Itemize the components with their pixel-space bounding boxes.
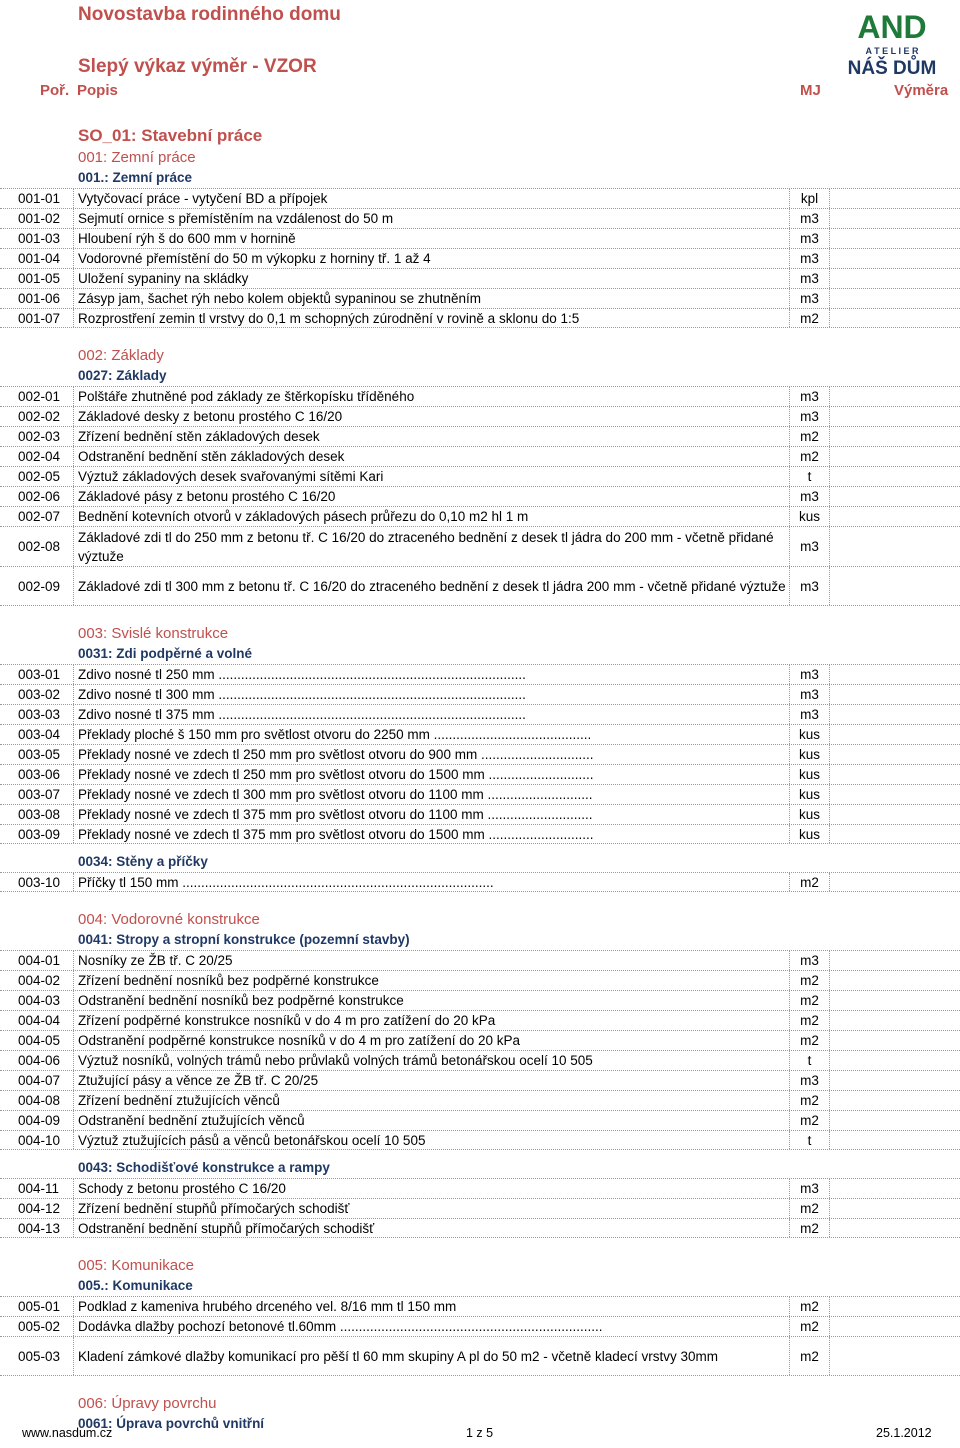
item-code: 003-03 (0, 705, 74, 724)
item-row (0, 466, 960, 486)
item-unit: m2 (790, 1337, 830, 1375)
item-description: Rozprostření zemin tl vrstvy do 0,1 m schopných zúrodnění v rovině a sklonu do 1:5 (74, 309, 790, 327)
group-heading: 005.: Komunikace (78, 1278, 193, 1293)
group-heading: 0027: Základy (78, 368, 167, 383)
item-row (0, 970, 960, 990)
item-quantity-cell[interactable] (830, 1111, 960, 1130)
item-code: 004-12 (0, 1199, 74, 1218)
item-quantity-cell[interactable] (830, 745, 960, 764)
item-description: Odstranění bednění stěn základových desek (74, 447, 790, 466)
item-unit: m3 (790, 487, 830, 506)
svg-text:A T E L I E R: A T E L I E R (865, 46, 919, 56)
item-description: Překlady nosné ve zdech tl 375 mm pro světlost otvoru do 1500 mm ............................ (74, 825, 790, 843)
item-unit: m2 (790, 991, 830, 1010)
item-quantity-cell[interactable] (830, 427, 960, 446)
item-description: Odstranění bednění stupňů přímočarých schodišť (74, 1219, 790, 1237)
item-unit: kus (790, 805, 830, 824)
item-code: 001-07 (0, 309, 74, 327)
item-unit: m2 (790, 427, 830, 446)
item-row (0, 308, 960, 328)
item-code: 002-08 (0, 527, 74, 566)
item-description: Základové zdi tl do 250 mm z betonu tř. C 16/20 do ztraceného bednění z desek tl jádra do 200 mm - včetně přidané výztuže (74, 527, 790, 566)
item-unit: m2 (790, 1199, 830, 1218)
item-quantity-cell[interactable] (830, 249, 960, 268)
item-code: 002-07 (0, 507, 74, 526)
item-description: Dodávka dlažby pochozí betonové tl.60mm ...................................................................... (74, 1317, 790, 1336)
item-code: 002-04 (0, 447, 74, 466)
item-code: 004-06 (0, 1051, 74, 1070)
item-description: Zdivo nosné tl 375 mm .................................................................................. (74, 705, 790, 724)
svg-text:NÁŠ DŮM: NÁŠ DŮM (847, 58, 937, 79)
item-quantity-cell[interactable] (830, 685, 960, 704)
atelier-nas-dum-logo (832, 8, 952, 80)
svg-text:AND: AND (857, 9, 927, 45)
item-quantity-cell[interactable] (830, 1297, 960, 1316)
chapter-heading: 001: Zemní práce (78, 149, 196, 166)
item-description: Základové pásy z betonu prostého C 16/20 (74, 487, 790, 506)
item-row (0, 1296, 960, 1316)
item-quantity-cell[interactable] (830, 567, 960, 605)
item-unit: m3 (790, 567, 830, 605)
item-description: Překlady nosné ve zdech tl 250 mm pro světlost otvoru do 900 mm .............................. (74, 745, 790, 764)
item-description: Nosníky ze ŽB tř. C 20/25 (74, 951, 790, 970)
section-heading: SO_01: Stavební práce (78, 126, 263, 145)
item-unit: m2 (790, 1091, 830, 1110)
item-quantity-cell[interactable] (830, 971, 960, 990)
group-heading: 001.: Zemní práce (78, 170, 193, 185)
item-quantity-cell[interactable] (830, 467, 960, 486)
item-quantity-cell[interactable] (830, 725, 960, 744)
item-quantity-cell[interactable] (830, 309, 960, 327)
item-quantity-cell[interactable] (830, 189, 960, 208)
item-row (0, 506, 960, 526)
item-row (0, 1198, 960, 1218)
group-heading: 0041: Stropy a stropní konstrukce (pozemní stavby) (78, 932, 410, 947)
item-code: 002-02 (0, 407, 74, 426)
item-row (0, 1010, 960, 1030)
item-row (0, 1030, 960, 1050)
item-quantity-cell[interactable] (830, 705, 960, 724)
item-row (0, 1110, 960, 1130)
item-description: Výztuž základových desek svařovanými sítěmi Kari (74, 467, 790, 486)
footer-website: www.nasdum.cz (22, 1426, 113, 1440)
group-heading: 0031: Zdi podpěrné a volné (78, 646, 253, 661)
item-quantity-cell[interactable] (830, 1011, 960, 1030)
item-unit: m2 (790, 1219, 830, 1237)
column-header-unit: MJ (800, 82, 821, 99)
item-unit: kus (790, 825, 830, 843)
item-quantity-cell[interactable] (830, 1031, 960, 1050)
item-quantity-cell[interactable] (830, 951, 960, 970)
item-row (0, 268, 960, 288)
chapter-heading: 006: Úpravy povrchu (78, 1395, 217, 1412)
item-unit: m3 (790, 229, 830, 248)
section-spacer (0, 1376, 960, 1394)
item-code: 003-04 (0, 725, 74, 744)
item-description: Odstranění bednění ztužujících věnců (74, 1111, 790, 1130)
item-quantity-cell[interactable] (830, 765, 960, 784)
item-description: Odstranění bednění nosníků bez podpěrné konstrukce (74, 991, 790, 1010)
item-unit: m2 (790, 1031, 830, 1050)
item-row (0, 1316, 960, 1336)
column-header-order: Poř. (40, 82, 70, 99)
item-description: Schody z betonu prostého C 16/20 (74, 1179, 790, 1198)
chapter-heading: 005: Komunikace (78, 1257, 194, 1274)
group-heading: 0061: Úprava povrchů vnitřní (78, 1416, 265, 1431)
item-code: 001-01 (0, 189, 74, 208)
item-row (0, 426, 960, 446)
item-row (0, 208, 960, 228)
item-code: 004-13 (0, 1219, 74, 1237)
item-unit: m2 (790, 1011, 830, 1030)
item-description: Kladení zámkové dlažby komunikací pro pěší tl 60 mm skupiny A pl do 50 m2 - včetně kladecí vrstvy 30mm (74, 1337, 790, 1375)
item-quantity-cell[interactable] (830, 1199, 960, 1218)
item-quantity-cell[interactable] (830, 487, 960, 506)
chapter-heading: 002: Základy (78, 347, 164, 364)
item-description: Hloubení rýh š do 600 mm v hornině (74, 229, 790, 248)
item-quantity-cell[interactable] (830, 507, 960, 526)
item-description: Výztuž nosníků, volných trámů nebo průvlaků volných trámů betonářskou ocelí 10 505 (74, 1051, 790, 1070)
section-spacer (0, 328, 960, 346)
item-description: Zřízení bednění ztužujících věnců (74, 1091, 790, 1110)
item-row (0, 248, 960, 268)
item-unit: kus (790, 507, 830, 526)
item-row (0, 824, 960, 844)
item-unit: m3 (790, 387, 830, 406)
item-code: 005-02 (0, 1317, 74, 1336)
item-code: 004-01 (0, 951, 74, 970)
item-code: 004-09 (0, 1111, 74, 1130)
item-quantity-cell[interactable] (830, 1317, 960, 1336)
item-description: Základové desky z betonu prostého C 16/20 (74, 407, 790, 426)
item-description: Základové zdi tl 300 mm z betonu tř. C 16/20 do ztraceného bednění z desek tl jádra 200 mm - včetně přidané výztuže (74, 567, 790, 605)
item-quantity-cell[interactable] (830, 407, 960, 426)
column-header-description: Popis (77, 82, 118, 99)
item-row (0, 704, 960, 724)
item-quantity-cell[interactable] (830, 1179, 960, 1198)
chapter-heading: 003: Svislé konstrukce (78, 625, 229, 642)
item-row (0, 784, 960, 804)
item-description: Uložení sypaniny na skládky (74, 269, 790, 288)
item-quantity-cell[interactable] (830, 1051, 960, 1070)
item-unit: kus (790, 745, 830, 764)
column-header-quantity: Výměra (894, 82, 949, 99)
item-row (0, 1178, 960, 1198)
item-code: 003-06 (0, 765, 74, 784)
item-unit: m2 (790, 1317, 830, 1336)
section-spacer (0, 606, 960, 624)
item-unit: m3 (790, 951, 830, 970)
item-code: 003-01 (0, 665, 74, 684)
item-description: Překlady nosné ve zdech tl 300 mm pro světlost otvoru do 1100 mm ............................ (74, 785, 790, 804)
item-quantity-cell[interactable] (830, 1091, 960, 1110)
item-code: 001-02 (0, 209, 74, 228)
item-row (0, 1218, 960, 1238)
item-code: 004-02 (0, 971, 74, 990)
item-quantity-cell[interactable] (830, 289, 960, 308)
item-description: Sejmutí ornice s přemístěním na vzdálenost do 50 m (74, 209, 790, 228)
item-code: 004-05 (0, 1031, 74, 1050)
item-unit: m3 (790, 289, 830, 308)
item-description: Odstranění podpěrné konstrukce nosníků v do 4 m pro zatížení do 20 kPa (74, 1031, 790, 1050)
item-description: Zřízení bednění nosníků bez podpěrné konstrukce (74, 971, 790, 990)
item-unit: m2 (790, 873, 830, 891)
item-code: 003-05 (0, 745, 74, 764)
item-code: 001-04 (0, 249, 74, 268)
item-row (0, 1336, 960, 1376)
item-unit: m3 (790, 527, 830, 566)
item-quantity-cell[interactable] (830, 785, 960, 804)
item-unit: m2 (790, 447, 830, 466)
item-code: 005-03 (0, 1337, 74, 1375)
item-unit: kus (790, 725, 830, 744)
document-title: Novostavba rodinného domu (78, 4, 341, 25)
item-code: 003-10 (0, 873, 74, 891)
item-quantity-cell[interactable] (830, 825, 960, 843)
item-description: Zřízení bednění stěn základových desek (74, 427, 790, 446)
item-quantity-cell[interactable] (830, 991, 960, 1010)
item-row (0, 188, 960, 208)
chapter-heading: 004: Vodorovné konstrukce (78, 911, 260, 928)
item-row (0, 1090, 960, 1110)
item-row (0, 950, 960, 970)
item-quantity-cell[interactable] (830, 805, 960, 824)
item-row (0, 1050, 960, 1070)
item-unit: m3 (790, 407, 830, 426)
item-row (0, 1070, 960, 1090)
item-description: Překlady nosné ve zdech tl 375 mm pro světlost otvoru do 1100 mm ............................ (74, 805, 790, 824)
item-unit: m3 (790, 249, 830, 268)
item-description: Podklad z kameniva hrubého drceného vel. 8/16 mm tl 150 mm (74, 1297, 790, 1316)
item-row (0, 684, 960, 704)
item-code: 004-08 (0, 1091, 74, 1110)
item-row (0, 664, 960, 684)
item-quantity-cell[interactable] (830, 269, 960, 288)
section-spacer (0, 892, 960, 910)
item-description: Bednění kotevních otvorů v základových pásech průřezu do 0,10 m2 hl 1 m (74, 507, 790, 526)
item-unit: kus (790, 785, 830, 804)
item-row (0, 446, 960, 466)
item-code: 003-02 (0, 685, 74, 704)
item-code: 004-10 (0, 1131, 74, 1149)
item-unit: t (790, 1131, 830, 1149)
item-unit: m3 (790, 705, 830, 724)
item-row (0, 1130, 960, 1150)
item-quantity-cell[interactable] (830, 447, 960, 466)
item-unit: m2 (790, 309, 830, 327)
item-row (0, 744, 960, 764)
item-description: Zřízení bednění stupňů přímočarých schodišť (74, 1199, 790, 1218)
item-quantity-cell[interactable] (830, 1337, 960, 1375)
item-unit: m2 (790, 971, 830, 990)
item-row (0, 526, 960, 566)
item-unit: kus (790, 765, 830, 784)
item-code: 001-05 (0, 269, 74, 288)
item-quantity-cell[interactable] (830, 527, 960, 566)
item-code: 005-01 (0, 1297, 74, 1316)
item-unit: m3 (790, 665, 830, 684)
item-code: 001-03 (0, 229, 74, 248)
item-unit: m3 (790, 269, 830, 288)
section-spacer (0, 844, 960, 852)
item-quantity-cell[interactable] (830, 665, 960, 684)
section-spacer (0, 1238, 960, 1256)
group-heading: 0043: Schodišťové konstrukce a rampy (78, 1160, 330, 1175)
footer-date: 25.1.2012 (876, 1426, 932, 1440)
item-unit: m3 (790, 685, 830, 704)
item-row (0, 724, 960, 744)
item-description: Překlady ploché š 150 mm pro světlost otvoru do 2250 mm .......................................... (74, 725, 790, 744)
item-description: Zásyp jam, šachet rýh nebo kolem objektů sypaninou se zhutněním (74, 289, 790, 308)
item-quantity-cell[interactable] (830, 387, 960, 406)
item-description: Ztužující pásy a věnce ze ŽB tř. C 20/25 (74, 1071, 790, 1090)
item-row (0, 804, 960, 824)
item-code: 001-06 (0, 289, 74, 308)
item-row (0, 386, 960, 406)
item-description: Zdivo nosné tl 250 mm .................................................................................. (74, 665, 790, 684)
item-code: 002-03 (0, 427, 74, 446)
item-quantity-cell[interactable] (830, 229, 960, 248)
item-row (0, 764, 960, 784)
item-code: 002-05 (0, 467, 74, 486)
item-description: Vodorovné přemístění do 50 m výkopku z horniny tř. 1 až 4 (74, 249, 790, 268)
item-quantity-cell[interactable] (830, 1071, 960, 1090)
item-code: 003-08 (0, 805, 74, 824)
footer-page-number: 1 z 5 (466, 1426, 494, 1440)
item-unit: m3 (790, 209, 830, 228)
item-row (0, 990, 960, 1010)
item-unit: m2 (790, 1111, 830, 1130)
item-code: 002-01 (0, 387, 74, 406)
item-row (0, 566, 960, 606)
item-quantity-cell[interactable] (830, 873, 960, 891)
item-unit: t (790, 1051, 830, 1070)
item-unit: m3 (790, 1071, 830, 1090)
item-description: Zřízení podpěrné konstrukce nosníků v do 4 m pro zatížení do 20 kPa (74, 1011, 790, 1030)
item-description: Zdivo nosné tl 300 mm .................................................................................. (74, 685, 790, 704)
item-code: 003-09 (0, 825, 74, 843)
item-code: 004-07 (0, 1071, 74, 1090)
item-unit: m3 (790, 1179, 830, 1198)
item-row (0, 288, 960, 308)
item-description: Příčky tl 150 mm ................................................................................... (74, 873, 790, 891)
bill-of-quantities (0, 124, 960, 1434)
item-description: Výztuž ztužujících pásů a věnců betonářskou ocelí 10 505 (74, 1131, 790, 1149)
item-unit: kpl (790, 189, 830, 208)
item-code: 002-06 (0, 487, 74, 506)
item-code: 004-11 (0, 1179, 74, 1198)
item-row (0, 228, 960, 248)
item-description: Vytyčovací práce - vytyčení BD a přípojek (74, 189, 790, 208)
item-code: 003-07 (0, 785, 74, 804)
group-heading: 0034: Stěny a příčky (78, 854, 208, 869)
item-description: Polštáře zhutněné pod základy ze štěrkopísku tříděného (74, 387, 790, 406)
item-quantity-cell[interactable] (830, 209, 960, 228)
item-row (0, 486, 960, 506)
item-code: 004-04 (0, 1011, 74, 1030)
item-quantity-cell[interactable] (830, 1219, 960, 1237)
item-unit: t (790, 467, 830, 486)
section-spacer (0, 1150, 960, 1158)
item-row (0, 406, 960, 426)
item-unit: m2 (790, 1297, 830, 1316)
item-code: 002-09 (0, 567, 74, 605)
item-code: 004-03 (0, 991, 74, 1010)
item-row (0, 872, 960, 892)
item-quantity-cell[interactable] (830, 1131, 960, 1149)
document-subtitle: Slepý výkaz výměr - VZOR (78, 56, 317, 77)
item-description: Překlady nosné ve zdech tl 250 mm pro světlost otvoru do 1500 mm ............................ (74, 765, 790, 784)
